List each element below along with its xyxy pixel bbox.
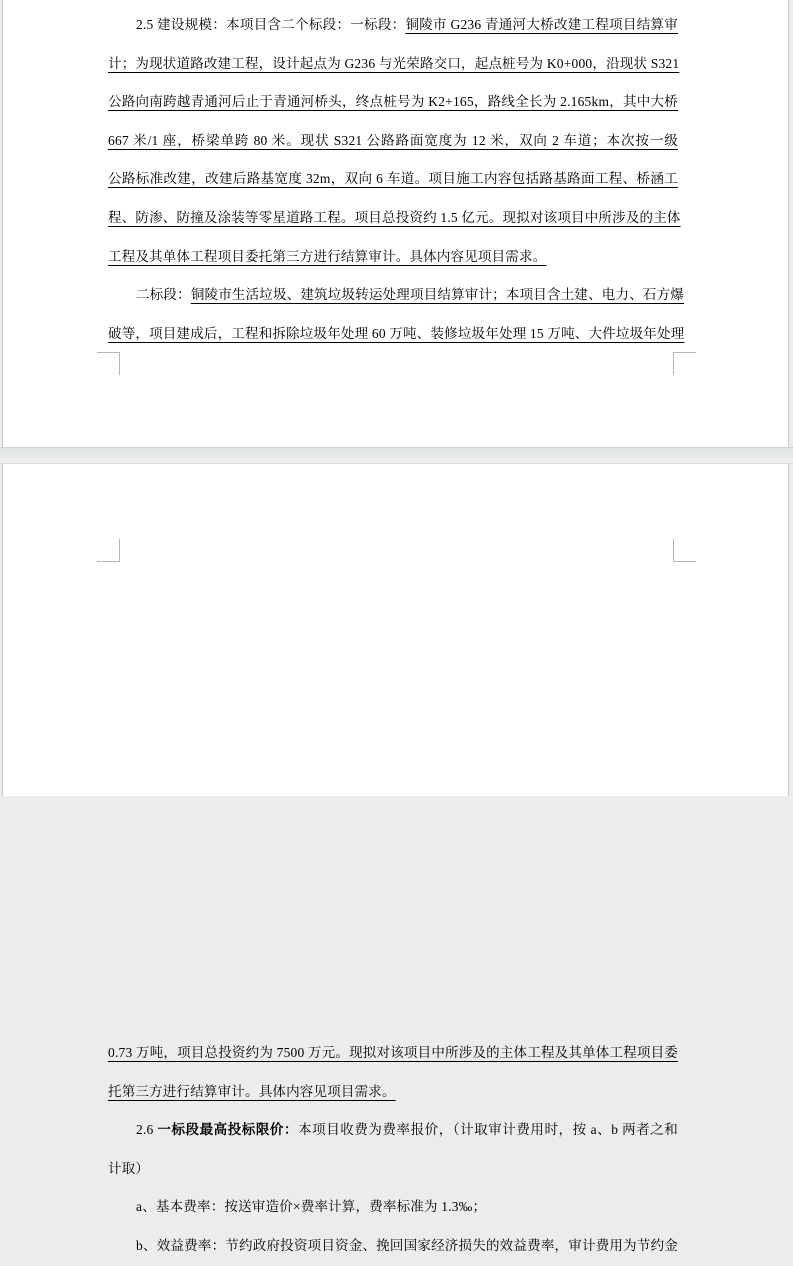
text-segment: 2.5 建设规模：本项目含二个标段：一标段： [136, 17, 406, 32]
text-segment: 托第三方进行结算审计。具体内容见项目需求。 [108, 1083, 396, 1099]
page2-top-left-margin-mark [97, 539, 120, 562]
text-segment: 公路向南跨越青通河后止于青通河桥头，终点桩号为 K2+165，路线全长为 2.165km，其中大桥 [108, 94, 678, 110]
text-segment: 铜陵市 G236 青通河大桥改建工程项目结算审 [405, 17, 678, 32]
paragraph-line[interactable] [108, 6, 678, 45]
page2-top-right-margin-mark [673, 539, 696, 562]
text-segment: 0.73 万吨，项目总投资约为 7500 万元。现拟对该项目中所涉及的主体工程及其单体工程项目委 [108, 1045, 678, 1060]
text-segment: 667 米/1 座，桥梁单跨 80 米。现状 S321 公路路面宽度为 12 米，双向 2 车道；本次按一级 [108, 132, 678, 148]
page-break-separator [0, 447, 793, 464]
paragraph-line[interactable] [108, 315, 685, 354]
paragraph-line[interactable] [108, 199, 681, 238]
text-segment: a、基本费率：按送审造价×费率计算，费率标准为 1.3‰； [136, 1199, 487, 1215]
paragraph-line[interactable] [108, 276, 685, 315]
page-1-text-area[interactable] [108, 6, 685, 353]
paragraph-line[interactable] [108, 1227, 678, 1266]
paragraph-line[interactable] [108, 1073, 678, 1112]
document-page-2[interactable] [2, 464, 789, 1253]
paragraph-line[interactable] [108, 1188, 678, 1227]
text-segment: b、效益费率：节约政府投资项目资金、挽回国家经济损失的效益费率，审计费用为节约金 [136, 1237, 678, 1253]
page1-bottom-right-margin-mark [673, 352, 696, 375]
paragraph-line[interactable] [108, 45, 678, 84]
paragraph-line[interactable] [108, 122, 678, 161]
text-segment: 二标段： [136, 287, 191, 303]
text-segment: 计取） [108, 1160, 150, 1176]
paragraph-line[interactable] [108, 160, 678, 199]
page-2-text-area[interactable] [108, 1034, 678, 1266]
text-segment: 本项目收费为费率报价，（计取审计费用时，按 a、b 两者之和 [298, 1122, 678, 1138]
text-segment: 程、防渗、防撞及涂装等零星道路工程。项目总投资约 1.5 亿元。现拟对该项目中所涉及的主体 [108, 209, 681, 225]
paragraph-line[interactable] [108, 83, 678, 122]
paragraph-line[interactable] [108, 1111, 678, 1150]
paragraph-line[interactable] [108, 1150, 678, 1189]
text-segment: 计；为现状道路改建工程，设计起点为 G236 与光荣路交口，起点桩号为 K0+000，沿现状 S321 [108, 55, 680, 71]
document-page-1[interactable] [2, 0, 789, 447]
text-segment: 铜陵市生活垃圾、建筑垃圾转运处理项目结算审计；本项目含土建、电力、石方爆 [190, 287, 685, 303]
text-segment: 一标段最高投标限价： [157, 1122, 299, 1138]
text-segment: 破等，项目建成后，工程和拆除垃圾年处理 60 万吨、装修垃圾年处理 15 万吨、大件垃圾年处理 [108, 325, 685, 341]
page1-bottom-left-margin-mark [97, 352, 120, 375]
paragraph-line[interactable] [108, 238, 678, 277]
paragraph-line[interactable] [108, 1034, 678, 1073]
text-segment: 工程及其单体工程项目委托第三方进行结算审计。具体内容见项目需求。 [108, 248, 547, 264]
text-segment: 公路标准改建，改建后路基宽度 32m，双向 6 车道。项目施工内容包括路基路面工程、桥涵工 [108, 171, 678, 187]
text-segment: 2.6 [136, 1122, 158, 1138]
